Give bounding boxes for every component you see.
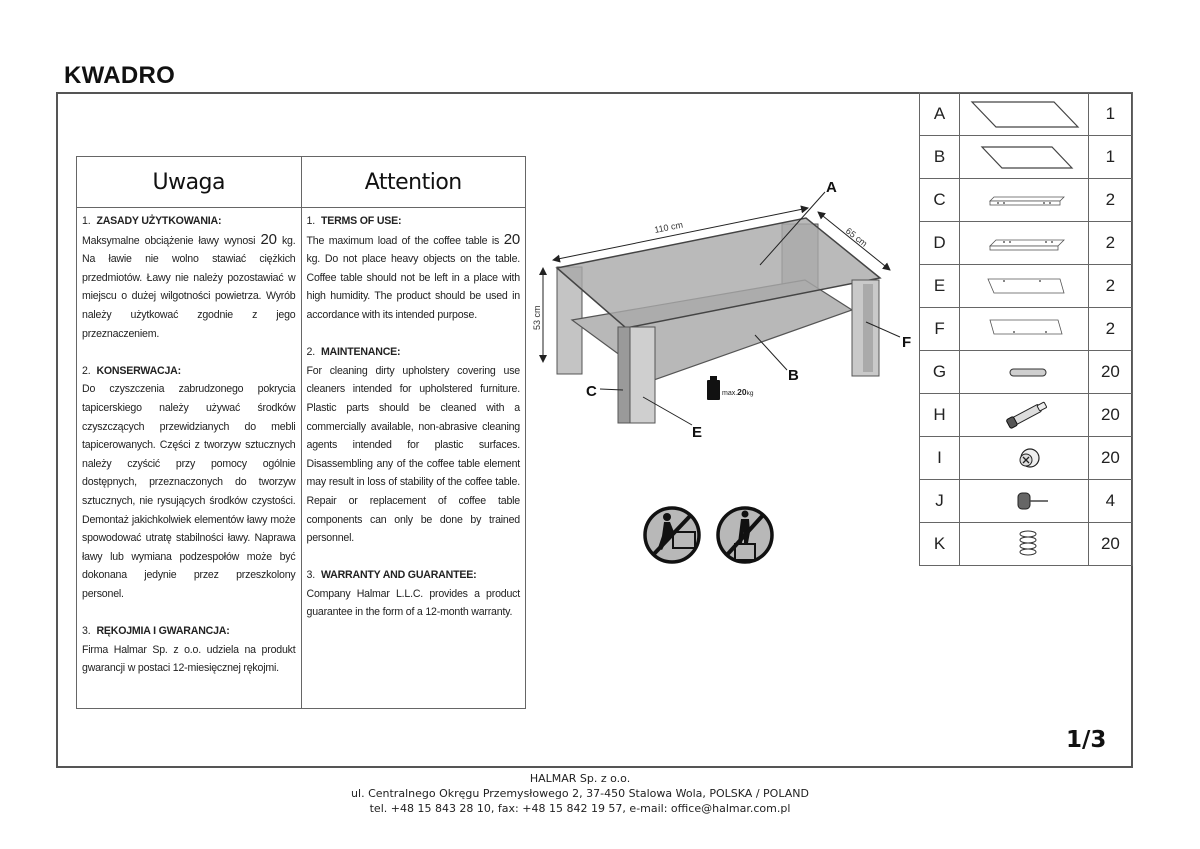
parts-row xyxy=(920,437,1133,480)
callout-a: A xyxy=(826,179,837,196)
no-standing-icon xyxy=(718,508,772,562)
part-quantity: 2 xyxy=(1088,265,1132,308)
part-letter: H xyxy=(920,394,960,437)
furniture-glider-icon xyxy=(964,484,1084,518)
part-image xyxy=(960,265,1089,308)
part-image xyxy=(960,394,1089,437)
part-image xyxy=(960,523,1089,566)
part-letter: E xyxy=(920,265,960,308)
company-address: ul. Centralnego Okręgu Przemysłowego 2, 37-450 Stalowa Wola, POLSKA / POLAND xyxy=(351,787,809,800)
product-title: KWADRO xyxy=(64,62,176,89)
part-image xyxy=(960,437,1089,480)
leg-panel-icon xyxy=(964,312,1084,346)
part-quantity: 20 xyxy=(1088,437,1132,480)
section-title: KONSERWACJA: xyxy=(96,364,181,377)
part-letter: C xyxy=(920,179,960,222)
length-label: 110 cm xyxy=(653,219,684,235)
part-image xyxy=(960,480,1089,523)
parts-row xyxy=(920,222,1133,265)
parts-row xyxy=(920,93,1133,136)
width-label: 65 cm xyxy=(843,225,870,249)
part-letter: K xyxy=(920,523,960,566)
part-image xyxy=(960,308,1089,351)
parts-list-table xyxy=(919,92,1133,566)
english-heading: Attention xyxy=(302,157,526,208)
polish-column xyxy=(77,157,301,708)
part-image xyxy=(960,222,1089,265)
parts-row xyxy=(920,394,1133,437)
side-board-icon xyxy=(964,183,1084,217)
polish-section-maintenance: 2. KONSERWACJA: Do czyszczenia zabrudzonego pokrycia tapicerskiego należy używać środków czyszczących przewidzianych do mebli tapicerowanych. Części z tworzyw sztucznych należy czyścić przy pomocy ogólnie dostępnych, przeznaczonych do tworzyw sztucznych, nie rysujących środków czystości. Demontaż jakichkolwiek elementów ławy może spowodować utratę stabilności ławy. Naprawa ławy lub wymiana podzespołów może być dokonana jedynie przez przeszkolony personel. xyxy=(82,364,296,600)
warning-signs xyxy=(640,500,785,570)
part-letter: B xyxy=(920,136,960,179)
part-letter: G xyxy=(920,351,960,394)
english-section-maintenance: 2. MAINTENANCE: For cleaning dirty upholstery covering use cleaners intended for upholstered furniture. Plastic parts should be cleaned with a commercially available, non-abrasive cleaning agents intended for plastic surfaces. Disassembling any of the coffee table element may result in loss of stability of the coffee table. Repair or replacement of coffee table components can only be done by trained personnel. xyxy=(306,346,520,545)
part-quantity: 2 xyxy=(1088,222,1132,265)
part-quantity: 2 xyxy=(1088,308,1132,351)
glass-support-icon xyxy=(964,527,1084,561)
max-load-value: 20 xyxy=(260,230,277,248)
notice-table xyxy=(76,156,526,709)
english-section-warranty: 3. WARRANTY AND GUARANTEE: Company Halmar L.L.C. provides a product guarantee in the form of a 12-month warranty. xyxy=(306,569,520,619)
part-letter: I xyxy=(920,437,960,480)
section-title: RĘKOJMIA I GWARANCJA: xyxy=(96,625,230,638)
parts-row xyxy=(920,480,1133,523)
company-contact: tel. +48 15 843 28 10, fax: +48 15 842 19 57, e-mail: office@halmar.com.pl xyxy=(369,802,791,815)
parts-row xyxy=(920,308,1133,351)
coffee-table-diagram xyxy=(530,170,920,440)
rail-board-icon xyxy=(964,226,1084,260)
callout-f: F xyxy=(902,334,912,351)
page-indicator: 1/3 xyxy=(1066,727,1107,753)
english-column xyxy=(301,157,526,708)
part-image xyxy=(960,136,1089,179)
part-image xyxy=(960,93,1089,136)
callout-c: C xyxy=(586,383,597,400)
part-image xyxy=(960,351,1089,394)
part-letter: J xyxy=(920,480,960,523)
part-quantity: 20 xyxy=(1088,351,1132,394)
part-letter: F xyxy=(920,308,960,351)
no-sitting-icon xyxy=(645,508,699,562)
parts-row xyxy=(920,265,1133,308)
company-footer xyxy=(0,771,1160,816)
glass-shelf-panel-icon xyxy=(964,140,1084,174)
polish-section-terms: 1. ZASADY UŻYTKOWANIA: Maksymalne obciążenie ławy wynosi 20 kg. Na ławie nie wolno stawiać ciężkich przedmiotów. Ławy nie należy pozostawiać w miejscu o dużej wilgotności powietrza. Wyrób należy użytkować zgodnie z jego przeznaczeniem. xyxy=(82,215,296,340)
part-quantity: 20 xyxy=(1088,394,1132,437)
part-quantity: 1 xyxy=(1088,93,1132,136)
max-load-value: 20 xyxy=(503,230,520,248)
wooden-dowel-icon xyxy=(964,355,1084,389)
parts-row xyxy=(920,136,1133,179)
weight-icon xyxy=(707,376,720,400)
cam-bolt-icon xyxy=(964,398,1084,432)
cam-lock-icon xyxy=(964,441,1084,475)
part-letter: A xyxy=(920,93,960,136)
section-title: ZASADY UŻYTKOWANIA: xyxy=(96,215,222,227)
section-title: WARRANTY AND GUARANTEE: xyxy=(320,569,477,582)
section-title: MAINTENANCE: xyxy=(320,346,401,359)
part-quantity: 20 xyxy=(1088,523,1132,566)
height-label: 53 cm xyxy=(532,305,542,330)
parts-row xyxy=(920,179,1133,222)
parts-row xyxy=(920,523,1133,566)
callout-e: E xyxy=(692,424,703,440)
parts-row xyxy=(920,351,1133,394)
max-load-label: max.20kg xyxy=(722,387,754,397)
leg-panel-icon xyxy=(964,269,1084,303)
polish-section-warranty: 3. RĘKOJMIA I GWARANCJA: Firma Halmar Sp. z o.o. udziela na produkt gwarancji w postaci 12-miesięcznej rękojmi. xyxy=(82,625,296,675)
polish-heading: Uwaga xyxy=(77,157,301,208)
part-quantity: 2 xyxy=(1088,179,1132,222)
part-letter: D xyxy=(920,222,960,265)
front-leg-e xyxy=(630,327,655,423)
company-name: HALMAR Sp. z o.o. xyxy=(529,772,631,785)
glass-top-panel-icon xyxy=(964,97,1084,131)
part-quantity: 1 xyxy=(1088,136,1132,179)
part-image xyxy=(960,179,1089,222)
part-quantity: 4 xyxy=(1088,480,1132,523)
callout-b: B xyxy=(788,367,799,384)
front-leg-c xyxy=(618,327,630,423)
section-title: TERMS OF USE: xyxy=(320,215,402,227)
english-section-terms: 1. TERMS OF USE: The maximum load of the coffee table is 20 kg. Do not place heavy objects on the table. Coffee table should not be left in a place with high humidity. The product should be used in accordance with its intended purpose. xyxy=(306,215,520,321)
